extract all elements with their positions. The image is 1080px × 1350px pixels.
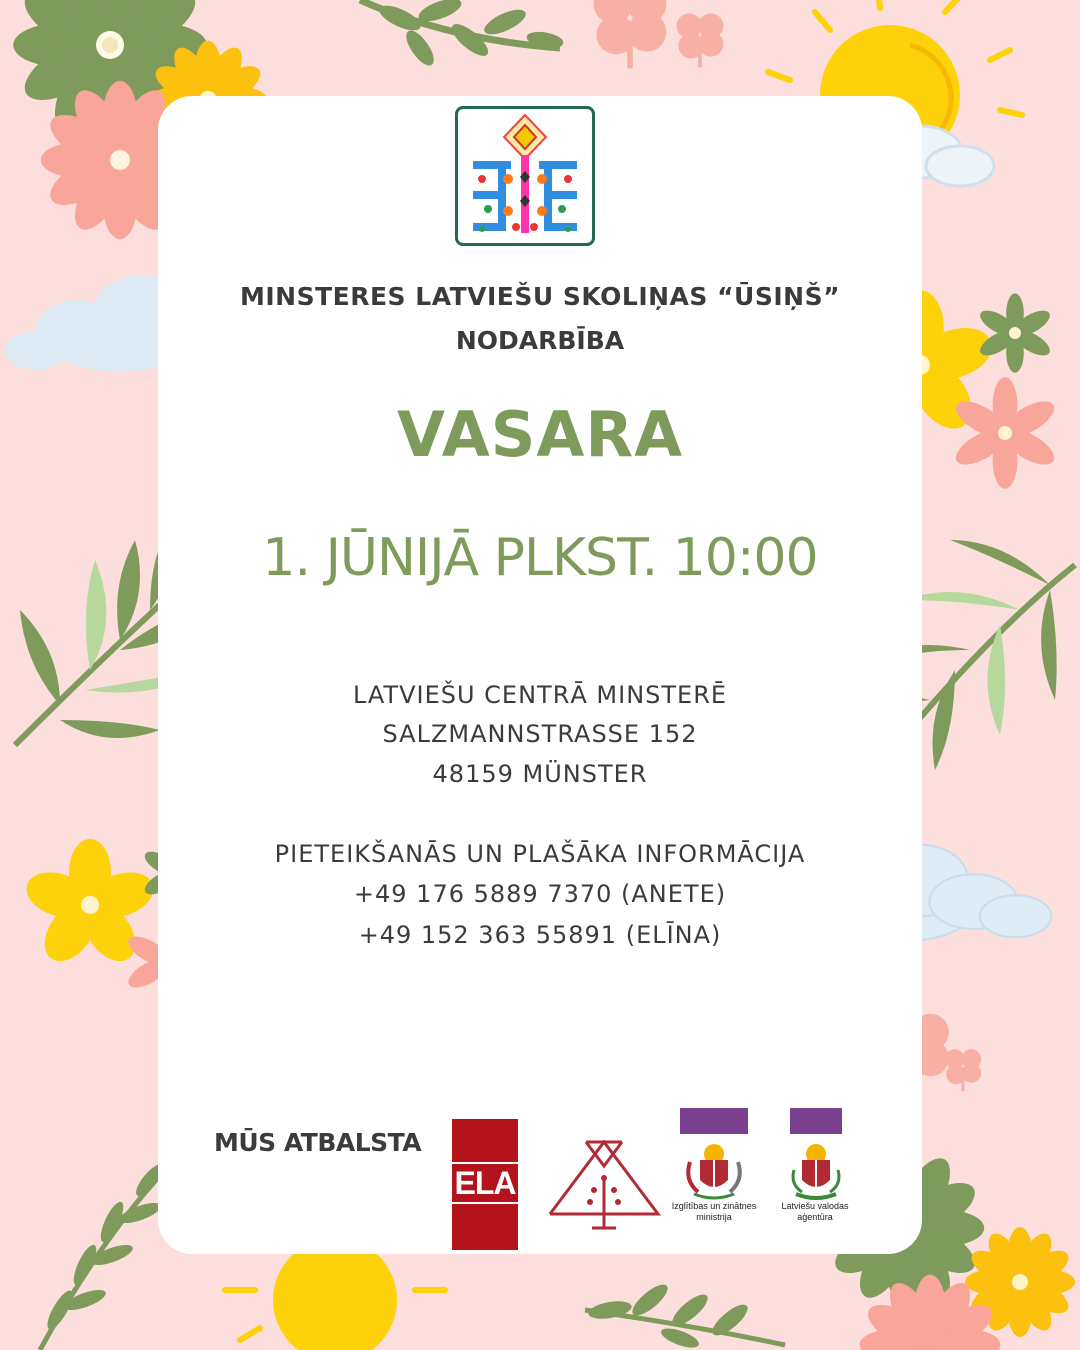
coat-of-arms-icon (786, 1140, 846, 1200)
event-date-time: 1. JŪNIJĀ PLKST. 10:00 (262, 528, 818, 588)
contact-phone-elina: +49 152 363 55891 (ELĪNA) (358, 921, 722, 949)
ministry-color-bar (680, 1108, 748, 1134)
clover-icon (945, 1049, 981, 1091)
contact-phone-anete: +49 176 5889 7370 (ANETE) (353, 880, 727, 908)
agency-caption: Latviešu valodas aģentūra (781, 1201, 849, 1222)
school-logo (455, 106, 595, 246)
title-line2: NODARBĪBA (455, 326, 625, 355)
title-line1: MINSTERES LATVIEŠU SKOLIŅAS “ŪSIŅŠ” (239, 282, 841, 311)
ela-logo-text: ELA (454, 1165, 516, 1201)
clover-icon (594, 0, 667, 68)
leaf-branch-icon (585, 1280, 785, 1350)
leaf-branch-icon (40, 1160, 168, 1350)
clover-icon (677, 13, 724, 67)
season-title: VASARA (396, 398, 684, 471)
coat-of-arms-icon (680, 1140, 748, 1200)
flower-icon (976, 293, 1053, 372)
leaf-branch-icon (360, 0, 564, 69)
content-card (158, 96, 922, 1254)
ministry-caption: Izglītības un zinātnes ministrija (671, 1201, 757, 1222)
location-line1: LATVIEŠU CENTRĀ MINSTERĒ (352, 681, 728, 709)
agency-color-bar (790, 1108, 842, 1134)
location-line3: 48159 MÜNSTER (432, 760, 648, 788)
location-line2: SALZMANNSTRASSE 152 (382, 720, 698, 748)
ela-logo (452, 1119, 518, 1250)
contact-heading: PIETEIKŠANĀS UN PLAŠĀKA INFORMĀCIJA (274, 840, 806, 868)
latvian-house-logo (546, 1136, 662, 1232)
supporters-label: MŪS ATBALSTA (214, 1128, 422, 1157)
